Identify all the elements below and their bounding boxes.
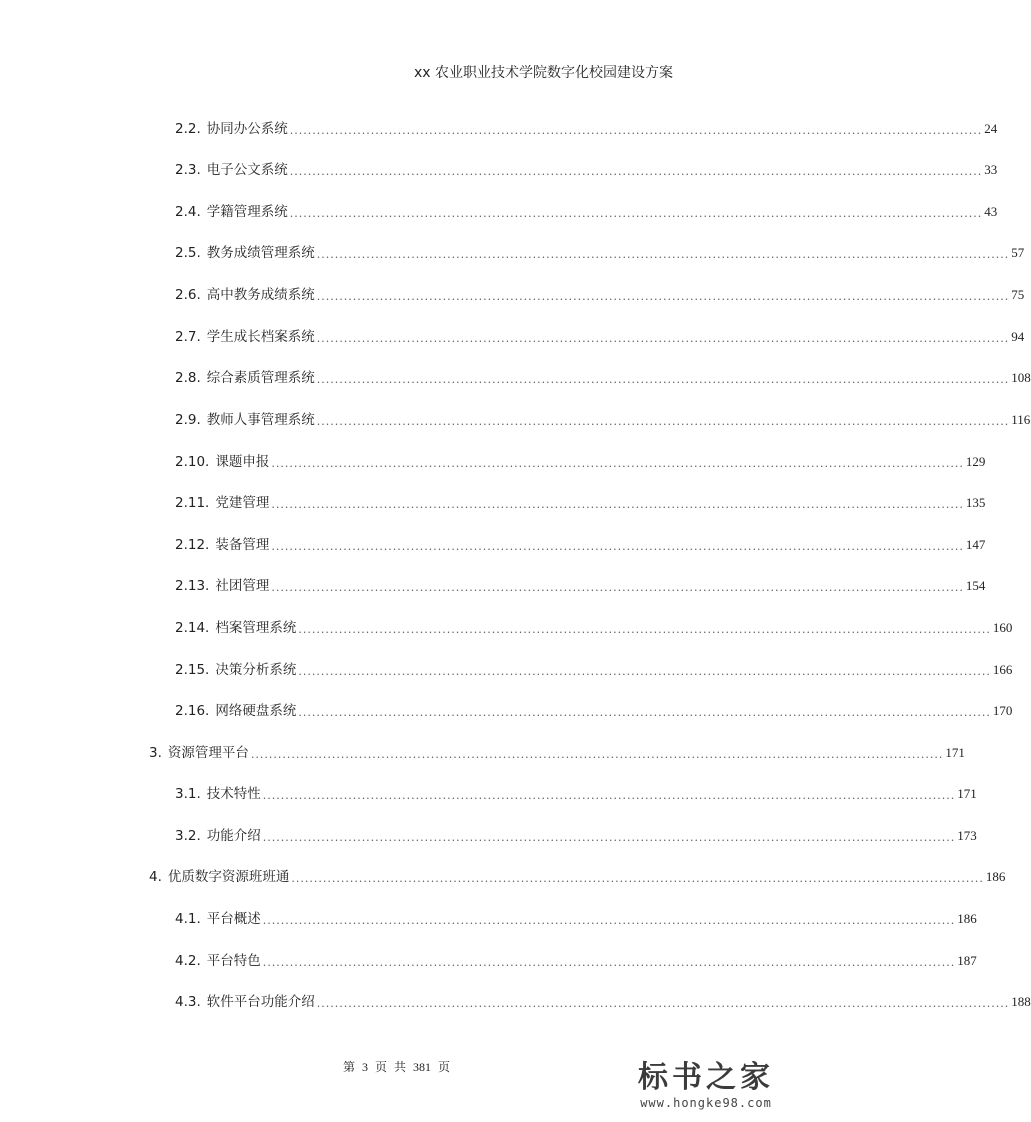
toc-leader: .......................................................................................................................................................... <box>298 665 991 678</box>
toc-title: 决策分析系统 <box>215 662 297 678</box>
toc-title: 综合素质管理系统 <box>206 370 315 386</box>
toc-number: 2.16. <box>175 703 210 719</box>
toc-leader: .......................................................................................................................................................... <box>262 914 956 927</box>
toc-page: 135 <box>965 495 986 510</box>
toc-title: 档案管理系统 <box>215 620 297 636</box>
toc-number: 2.15. <box>175 662 210 678</box>
toc-page: 187 <box>957 953 977 968</box>
toc-leader: .......................................................................................................................................................... <box>316 248 1010 261</box>
toc-number: 2.13. <box>175 578 210 594</box>
toc-number: 2.12. <box>175 537 210 553</box>
toc-page: 108 <box>1011 370 1031 385</box>
toc-entry[interactable] <box>175 452 986 472</box>
toc-title: 装备管理 <box>215 537 270 553</box>
toc-page: 166 <box>992 662 1013 677</box>
toc-page: 186 <box>985 869 1006 884</box>
toc-page: 154 <box>965 578 986 593</box>
toc-entry[interactable] <box>175 410 1031 430</box>
toc-number: 4. <box>149 869 162 885</box>
toc-page: 186 <box>957 911 977 926</box>
toc-leader: .......................................................................................................................................................... <box>289 165 983 178</box>
toc-title: 软件平台功能介绍 <box>206 994 315 1010</box>
toc-number: 4.2. <box>175 953 201 969</box>
toc-page: 43 <box>984 204 998 219</box>
toc-leader: .......................................................................................................................................................... <box>289 124 983 137</box>
toc-page: 171 <box>945 745 965 760</box>
toc-page: 94 <box>1011 329 1025 344</box>
toc-leader: .......................................................................................................................................................... <box>298 623 991 636</box>
toc-number: 2.11. <box>175 495 210 511</box>
toc-page: 171 <box>957 786 977 801</box>
toc-leader: .......................................................................................................................................................... <box>250 748 944 761</box>
toc-entry[interactable] <box>175 160 998 180</box>
toc-number: 4.1. <box>175 911 201 927</box>
toc-title: 社团管理 <box>215 578 270 594</box>
toc-number: 4.3. <box>175 994 201 1010</box>
toc-title: 党建管理 <box>215 495 270 511</box>
page-footer: 第 3 页 共 381 页 <box>342 1060 450 1074</box>
toc-entry[interactable] <box>175 576 986 596</box>
toc-page: 188 <box>1011 994 1031 1009</box>
toc-title: 功能介绍 <box>206 828 261 844</box>
toc-entry[interactable] <box>175 327 1025 347</box>
toc-leader: .......................................................................................................................................................... <box>262 831 956 844</box>
toc-entry[interactable] <box>149 867 1006 887</box>
toc-number: 2.6. <box>175 287 201 303</box>
toc-number: 2.10. <box>175 454 210 470</box>
toc-title: 技术特性 <box>206 786 261 802</box>
toc-leader: .......................................................................................................................................................... <box>291 872 984 885</box>
toc-page: 24 <box>984 121 998 136</box>
toc-number: 3.2. <box>175 828 201 844</box>
toc-entry[interactable] <box>175 119 998 139</box>
toc-page: 129 <box>965 454 986 469</box>
watermark <box>631 1060 781 1110</box>
toc-entry[interactable] <box>175 701 1013 721</box>
toc-entry[interactable] <box>175 202 998 222</box>
toc-page: 57 <box>1011 245 1025 260</box>
toc-page: 116 <box>1011 412 1031 427</box>
toc-leader: .......................................................................................................................................................... <box>271 457 964 470</box>
toc-entry[interactable] <box>175 493 986 513</box>
toc-entry[interactable] <box>175 826 977 846</box>
toc-leader: .......................................................................................................................................................... <box>316 373 1010 386</box>
toc-number: 2.9. <box>175 412 201 428</box>
toc-page: 173 <box>957 828 977 843</box>
toc-page: 147 <box>965 537 986 552</box>
toc-title: 高中教务成绩系统 <box>206 287 315 303</box>
toc-number: 2.8. <box>175 370 201 386</box>
toc-entry[interactable] <box>149 743 965 763</box>
toc-number: 2.5. <box>175 245 201 261</box>
toc-page: 170 <box>992 703 1013 718</box>
toc-number: 3. <box>149 745 162 761</box>
toc-entry[interactable] <box>175 368 1031 388</box>
toc-title: 平台概述 <box>206 911 261 927</box>
watermark-url: www.hongke98.com <box>640 1096 772 1110</box>
toc-leader: .......................................................................................................................................................... <box>316 997 1010 1010</box>
toc-title: 资源管理平台 <box>167 745 249 761</box>
toc-page: 33 <box>984 162 998 177</box>
toc-leader: .......................................................................................................................................................... <box>262 956 956 969</box>
toc-title: 优质数字资源班班通 <box>167 869 290 885</box>
toc-entry[interactable] <box>175 909 977 929</box>
watermark-logo: 标书之家 <box>638 1060 774 1095</box>
toc-leader: .......................................................................................................................................................... <box>298 706 991 719</box>
toc-number: 2.4. <box>175 204 201 220</box>
toc-page: 160 <box>992 620 1013 635</box>
toc-title: 教务成绩管理系统 <box>206 245 315 261</box>
toc-title: 学生成长档案系统 <box>206 329 315 345</box>
toc-entry[interactable] <box>175 992 1031 1012</box>
toc-title: 学籍管理系统 <box>206 204 288 220</box>
toc-entry[interactable] <box>175 618 1013 638</box>
toc-leader: .......................................................................................................................................................... <box>316 415 1010 428</box>
toc-title: 电子公文系统 <box>206 162 288 178</box>
toc-number: 3.1. <box>175 786 201 802</box>
toc-leader: .......................................................................................................................................................... <box>289 207 983 220</box>
toc-leader: .......................................................................................................................................................... <box>262 789 956 802</box>
header-title: xx 农业职业技术学院数字化校园建设方案 <box>413 65 673 81</box>
toc-title: 课题申报 <box>215 454 270 470</box>
toc-number: 2.2. <box>175 121 201 137</box>
toc-title: 平台特色 <box>206 953 261 969</box>
toc-number: 2.7. <box>175 329 201 345</box>
toc-page: 75 <box>1011 287 1025 302</box>
toc-leader: .......................................................................................................................................................... <box>316 332 1010 345</box>
toc-leader: .......................................................................................................................................................... <box>271 498 964 511</box>
toc-entry[interactable] <box>175 285 1025 305</box>
toc-entry[interactable] <box>175 951 977 971</box>
toc-leader: .......................................................................................................................................................... <box>271 540 964 553</box>
toc-entry[interactable] <box>175 660 1013 680</box>
toc-title: 网络硬盘系统 <box>215 703 297 719</box>
toc-number: 2.14. <box>175 620 210 636</box>
toc-leader: .......................................................................................................................................................... <box>316 290 1010 303</box>
toc-title: 协同办公系统 <box>206 121 288 137</box>
toc-leader: .......................................................................................................................................................... <box>271 581 964 594</box>
toc-entry[interactable] <box>175 243 1025 263</box>
toc-number: 2.3. <box>175 162 201 178</box>
toc-title: 教师人事管理系统 <box>206 412 315 428</box>
toc-entry[interactable] <box>175 784 977 804</box>
toc-entry[interactable] <box>175 535 986 555</box>
